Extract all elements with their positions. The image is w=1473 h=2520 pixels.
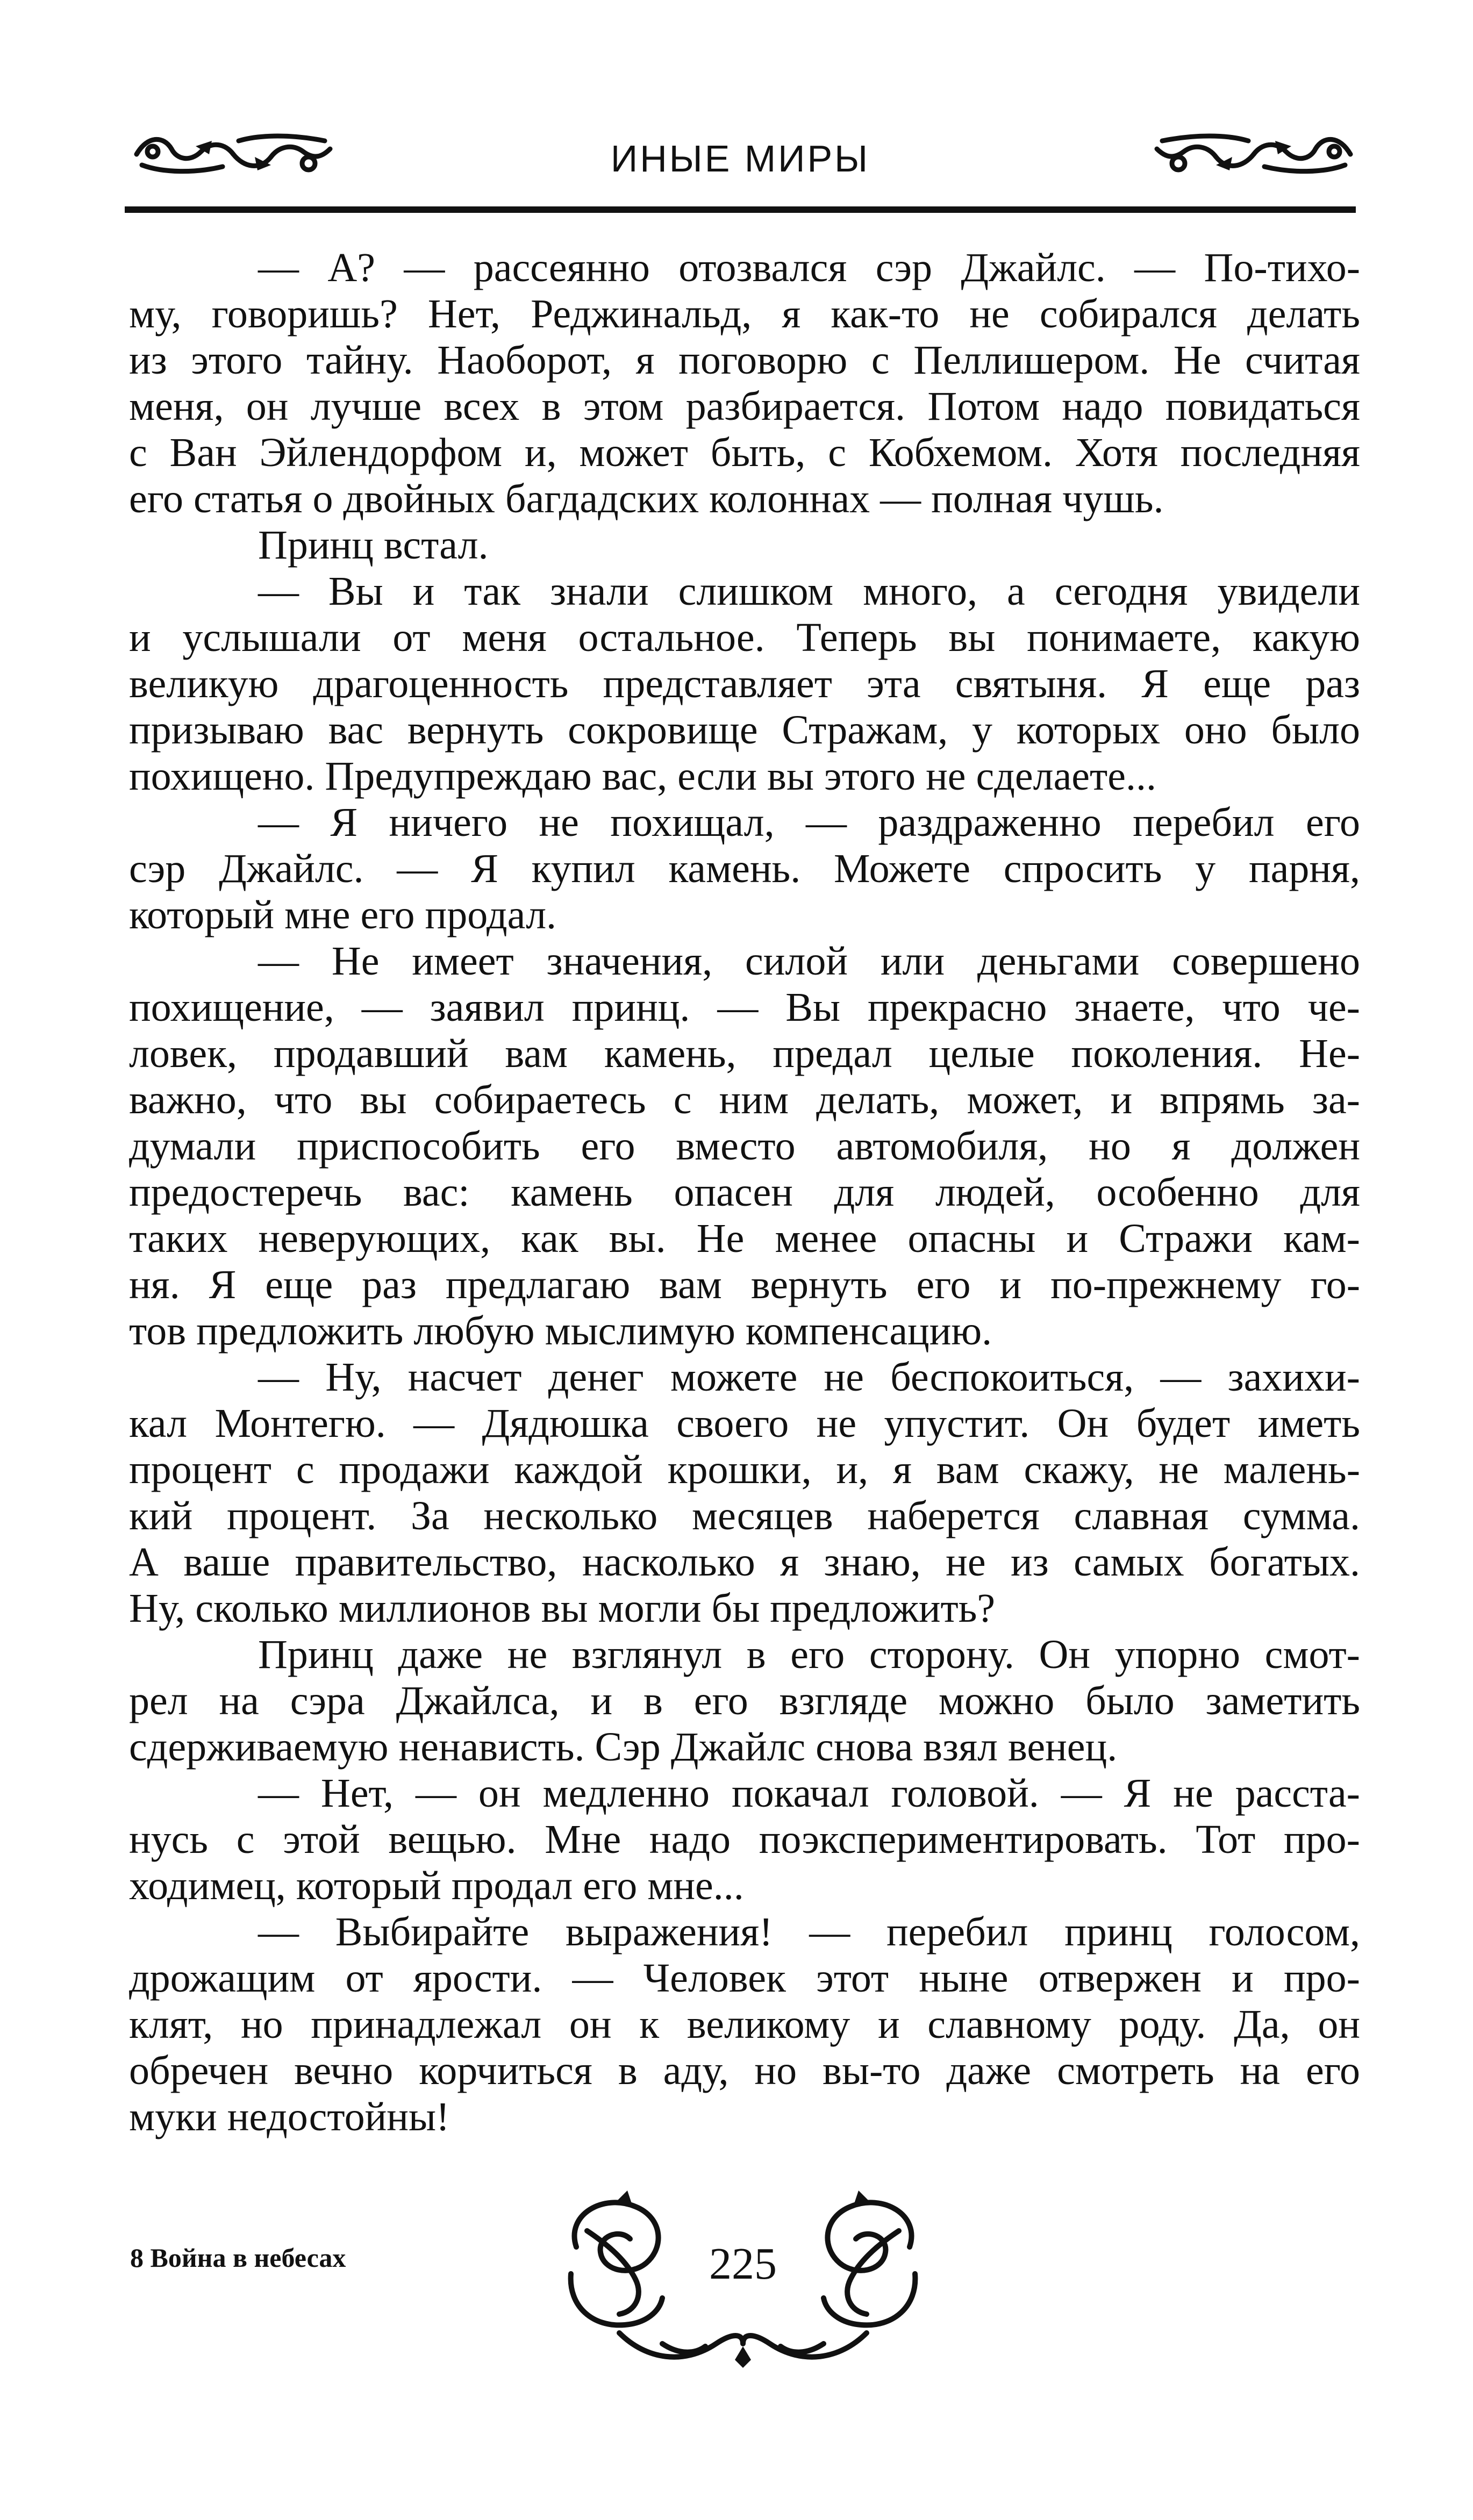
text-line: Принц даже не взглянул в его сторону. Он упорно смот- [258, 1632, 1360, 1677]
text-line: ня. Я еще раз предлагаю вам вернуть его и по-прежнему го- [129, 1262, 1360, 1307]
running-title: ИНЫЕ МИРЫ [610, 138, 870, 180]
text-line: нусь с этой вещью. Мне надо поэкспериментировать. Тот про- [129, 1817, 1360, 1862]
text-line: меня, он лучше всех в этом разбирается. Потом надо повидаться [129, 384, 1360, 429]
text-line: муки недостойны! [129, 2094, 450, 2139]
text-line: ходимец, который продал его мне... [129, 1863, 744, 1908]
text-line: — Я ничего не похищал, — раздраженно перебил его [258, 800, 1360, 845]
text-line: и услышали от меня остальное. Теперь вы понимаете, какую [129, 615, 1360, 660]
text-line: похищение, — заявил принц. — Вы прекрасно знаете, что че- [129, 985, 1360, 1030]
scroll-ornament-icon [1152, 125, 1356, 184]
text-line: Ну, сколько миллионов вы могли бы предложить? [129, 1586, 996, 1631]
page-footer [125, 2172, 1356, 2387]
text-line: — Выбирайте выражения! — перебил принц голосом, [258, 1909, 1360, 1955]
text-line: клят, но принадлежал он к великому и славному роду. Да, он [129, 2002, 1360, 2047]
text-line: — Не имеет значения, силой или деньгами совершено [258, 939, 1360, 984]
page-number: 225 [709, 2239, 777, 2289]
text-line: сдерживаемую ненависть. Сэр Джайлс снова взял венец. [129, 1724, 1118, 1770]
text-line: дрожащим от ярости. — Человек этот ныне отвержен и про- [129, 1956, 1360, 2001]
text-line: призываю вас вернуть сокровище Стражам, у которых оно было [129, 707, 1360, 753]
text-line: тов предложить любую мыслимую компенсацию. [129, 1308, 992, 1354]
text-line: с Ван Эйлендорфом и, может быть, с Кобхемом. Хотя последняя [129, 430, 1360, 475]
text-line: — А? — рассеянно отозвался сэр Джайлс. — По-тихо- [258, 245, 1360, 290]
text-line: важно, что вы собираетесь с ним делать, может, и впрямь за- [129, 1077, 1360, 1122]
running-head [125, 125, 1356, 205]
text-line: похищено. Предупреждаю вас, если вы этого не сделаете... [129, 754, 1156, 799]
text-line: таких неверующих, как вы. Не менее опасны и Стражи кам- [129, 1216, 1360, 1261]
text-line: его статья о двойных багдадских колоннах — полная чушь. [129, 476, 1164, 521]
text-line: предостеречь вас: камень опасен для людей, особенно для [129, 1170, 1360, 1215]
text-line: кий процент. За несколько месяцев наберется славная сумма. [129, 1493, 1360, 1538]
header-rule [125, 206, 1356, 213]
body-text [129, 245, 1360, 2140]
text-line: думали приспособить его вместо автомобиля, но я должен [129, 1123, 1360, 1169]
text-line: который мне его продал. [129, 892, 556, 937]
text-line: ловек, продавший вам камень, предал целые поколения. Не- [129, 1031, 1360, 1076]
text-line: — Вы и так знали слишком много, а сегодня увидели [258, 569, 1360, 614]
text-line: великую драгоценность представляет эта святыня. Я еще раз [129, 661, 1360, 706]
text-line: рел на сэра Джайлса, и в его взгляде можно было заметить [129, 1678, 1360, 1723]
text-line: процент с продажи каждой крошки, и, я вам скажу, не малень- [129, 1447, 1360, 1492]
signature-mark: 8 Война в небесах [130, 2243, 346, 2273]
text-line: сэр Джайлс. — Я купил камень. Можете спросить у парня, [129, 846, 1360, 891]
text-line: — Ну, насчет денег можете не беспокоиться, — захихи- [258, 1355, 1360, 1400]
text-line: кал Монтегю. — Дядюшка своего не упустит. Он будет иметь [129, 1401, 1360, 1446]
text-line: А ваше правительство, насколько я знаю, не из самых богатых. [129, 1540, 1360, 1585]
text-line: — Нет, — он медленно покачал головой. — Я не расста- [258, 1771, 1360, 1816]
text-line: му, говоришь? Нет, Реджинальд, я как-то не собирался делать [129, 291, 1360, 337]
text-line: из этого тайну. Наоборот, я поговорю с Пеллишером. Не считая [129, 338, 1360, 383]
header-ornament-right [1152, 125, 1356, 184]
text-line: обречен вечно корчиться в аду, но вы-то даже смотреть на его [129, 2048, 1360, 2093]
text-line: Принц встал. [258, 522, 489, 568]
folio-ornament [555, 2182, 931, 2376]
